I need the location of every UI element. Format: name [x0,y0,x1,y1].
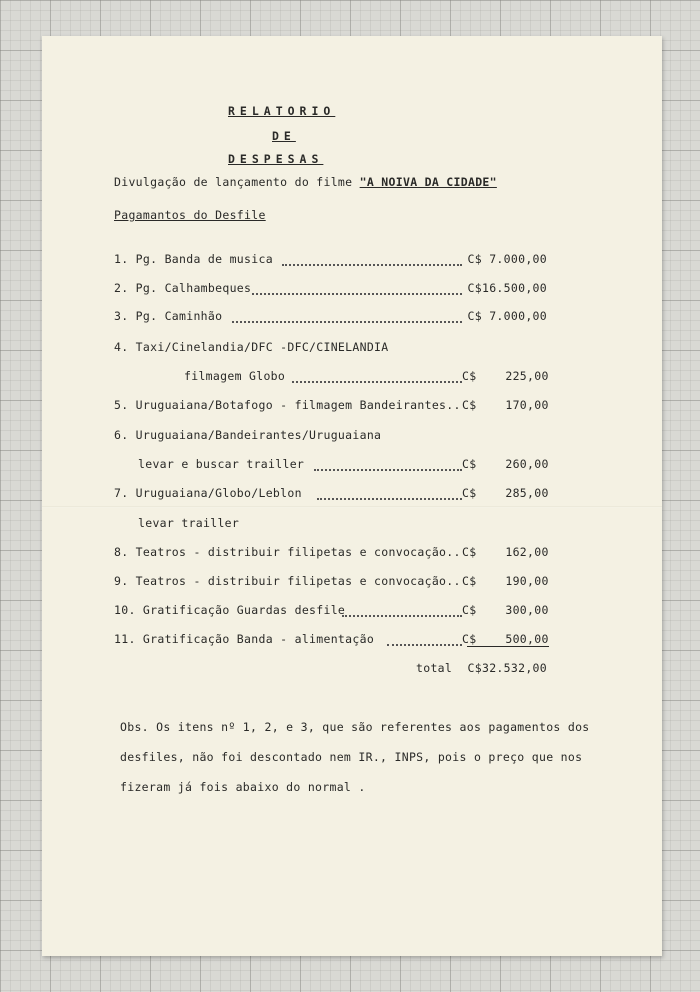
expense-item-amount: C$ 225,00 [462,369,549,383]
note-line: Obs. Os itens nº 1, 2, e 3, que são referentes aos pagamentos dos [120,720,590,734]
expense-report [42,36,662,956]
expense-item-amount: C$ 260,00 [462,457,549,471]
report-title-line-2: DE [272,129,296,143]
note-line: desfiles, não foi descontado nem IR., INPS, pois o preço que nos [120,750,583,764]
leader-dots [292,371,462,383]
expense-item-label: 1. Pg. Banda de musica [114,252,273,266]
total-amount: C$32.532,00 [467,661,547,675]
expense-item-label: 4. Taxi/Cinelandia/DFC -DFC/CINELANDIA [114,340,389,354]
expense-item-label: 8. Teatros - distribuir filipetas e convocação.. [114,545,461,559]
total-rule [467,646,549,647]
expense-item-label: 5. Uruguaiana/Botafogo - filmagem Bandeirantes.. [114,398,461,412]
leader-dots [314,459,462,471]
expense-item-amount: C$ 300,00 [462,603,549,617]
expense-item-amount: C$ 190,00 [462,574,549,588]
section-heading: Pagamantos do Desfile [114,208,266,222]
expense-item-label: 9. Teatros - distribuir filipetas e convocação.. [114,574,461,588]
document-page [42,36,662,956]
expense-item-amount: C$ 7.000,00 [467,252,547,266]
leader-dots [232,311,462,323]
report-title-line-3: DESPESAS [228,152,324,166]
report-title-line-1: RELATORIO [228,104,336,118]
expense-item-label: 10. Gratificação Guardas desfile [114,603,346,617]
film-title: "A NOIVA DA CIDADE" [359,175,497,189]
expense-item-amount: C$16.500,00 [467,281,547,295]
note-line: fizeram já fois abaixo do normal . [120,780,366,794]
expense-item-amount: C$ 500,00 [462,632,549,646]
expense-item-label: 7. Uruguaiana/Globo/Leblon [114,486,302,500]
leader-dots [252,283,462,295]
total-label: total [416,661,453,675]
leader-dots [317,488,462,500]
report-subtitle [114,175,497,189]
subtitle-prefix: Divulgação de lançamento do filme [114,175,353,189]
expense-item-amount: C$ 7.000,00 [467,309,547,323]
expense-item-continuation: levar trailler [138,516,240,530]
expense-item-continuation: levar e buscar trailler [138,457,305,471]
leader-dots [282,254,462,266]
expense-item-label: 3. Pg. Caminhão [114,309,223,323]
expense-item-label: 2. Pg. Calhambeques [114,281,252,295]
expense-item-label: 6. Uruguaiana/Bandeirantes/Uruguaiana [114,428,382,442]
expense-item-label: 11. Gratificação Banda - alimentação [114,632,375,646]
expense-item-amount: C$ 170,00 [462,398,549,412]
leader-dots [342,605,462,617]
leader-dots [387,634,462,646]
expense-item-amount: C$ 162,00 [462,545,549,559]
expense-item-continuation: filmagem Globo [184,369,286,383]
expense-item-amount: C$ 285,00 [462,486,549,500]
